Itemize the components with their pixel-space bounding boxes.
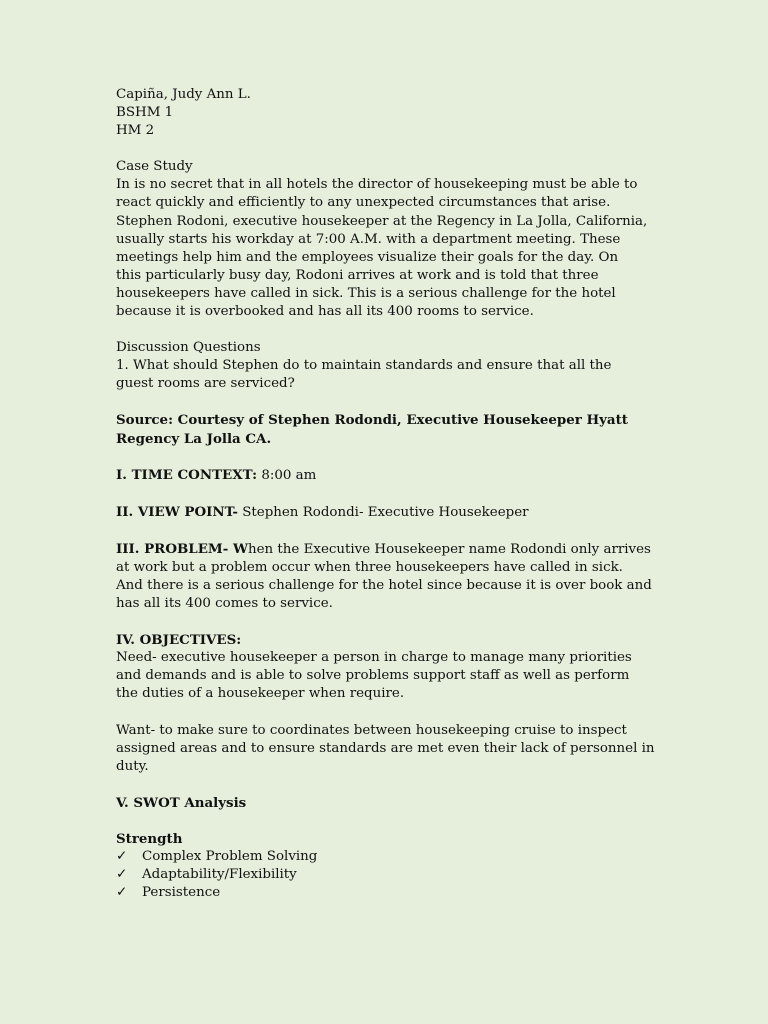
case-study-line: housekeepers have called in sick. This is a serious challenge for the hotel	[116, 285, 616, 301]
problem-label: III. PROBLEM- W	[116, 540, 248, 557]
source-line: Regency La Jolla CA.	[116, 430, 272, 447]
spacer	[116, 613, 656, 631]
checkmark-icon: ✓	[116, 885, 128, 901]
discussion-line: 1. What should Stephen do to maintain standards and ensure that all the	[116, 358, 612, 374]
course-code: HM 2	[116, 123, 155, 139]
problem-line: at work but a problem occur when three housekeepers have called in sick.	[116, 559, 623, 575]
document-body	[116, 86, 656, 902]
problem-line: has all its 400 comes to service.	[116, 596, 333, 612]
spacer	[116, 522, 656, 540]
need-line: the duties of a housekeeper when require.	[116, 686, 405, 702]
case-study-line: In is no secret that in all hotels the director of housekeeping must be able to	[116, 177, 638, 193]
checkmark-icon: ✓	[116, 867, 128, 883]
case-study-line: usually starts his workday at 7:00 A.M. with a department meeting. These	[116, 231, 621, 247]
spacer	[116, 393, 656, 411]
want-line: Want- to make sure to coordinates between housekeeping cruise to inspect	[116, 722, 627, 738]
case-study-line: react quickly and efficiently to any unexpected circumstances that arise.	[116, 195, 611, 211]
strength-item	[116, 848, 656, 866]
swot-title: V. SWOT Analysis	[116, 794, 247, 811]
spacer	[116, 812, 656, 830]
strength-title: Strength	[116, 830, 183, 847]
spacer	[116, 140, 656, 158]
strength-item	[116, 866, 656, 884]
need-line: Need- executive housekeeper a person in charge to manage many priorities	[116, 650, 632, 666]
view-point-value: Stephen Rodondi- Executive Housekeeper	[237, 504, 529, 520]
case-study-line: meetings help him and the employees visualize their goals for the day. On	[116, 249, 619, 265]
case-study-line: this particularly busy day, Rodoni arrives at work and is told that three	[116, 267, 599, 283]
need-line: and demands and is able to solve problems support staff as well as perform	[116, 668, 630, 684]
case-study-line: Stephen Rodoni, executive housekeeper at the Regency in La Jolla, California,	[116, 213, 648, 229]
spacer	[116, 321, 656, 339]
student-name: Capiña, Judy Ann L.	[116, 87, 251, 102]
strength-item-label: Complex Problem Solving	[142, 849, 318, 864]
discussion-line: guest rooms are serviced?	[116, 376, 295, 392]
student-program: BSHM 1	[116, 105, 174, 121]
objectives-title: IV. OBJECTIVES:	[116, 632, 242, 649]
spacer	[116, 485, 656, 503]
view-point-label: II. VIEW POINT-	[116, 503, 238, 520]
view-point	[116, 503, 656, 522]
checkmark-icon: ✓	[116, 849, 128, 864]
problem-line: And there is a serious challenge for the hotel since because it is over book and	[116, 577, 652, 593]
spacer	[116, 776, 656, 794]
spacer	[116, 448, 656, 466]
source-line: Source: Courtesy of Stephen Rodondi, Executive Housekeeper Hyatt	[116, 412, 628, 429]
problem-first-text: hen the Executive Housekeeper name Rodondi only arrives	[248, 541, 651, 557]
time-context	[116, 466, 656, 485]
strength-item-label: Persistence	[142, 885, 221, 901]
case-study-line: because it is overbooked and has all its 400 rooms to service.	[116, 304, 534, 320]
time-context-label: I. TIME CONTEXT:	[116, 466, 258, 483]
strength-list	[116, 848, 656, 902]
spacer	[116, 704, 656, 722]
case-study-title: Case Study	[116, 159, 193, 175]
want-line: assigned areas and to ensure standards are met even their lack of personnel in	[116, 740, 655, 756]
strength-item	[116, 884, 656, 902]
time-context-value: 8:00 am	[257, 467, 317, 483]
want-line: duty.	[116, 758, 149, 774]
strength-item-label: Adaptability/Flexibility	[142, 867, 297, 883]
discussion-title: Discussion Questions	[116, 340, 261, 356]
problem-first-line	[116, 540, 656, 559]
